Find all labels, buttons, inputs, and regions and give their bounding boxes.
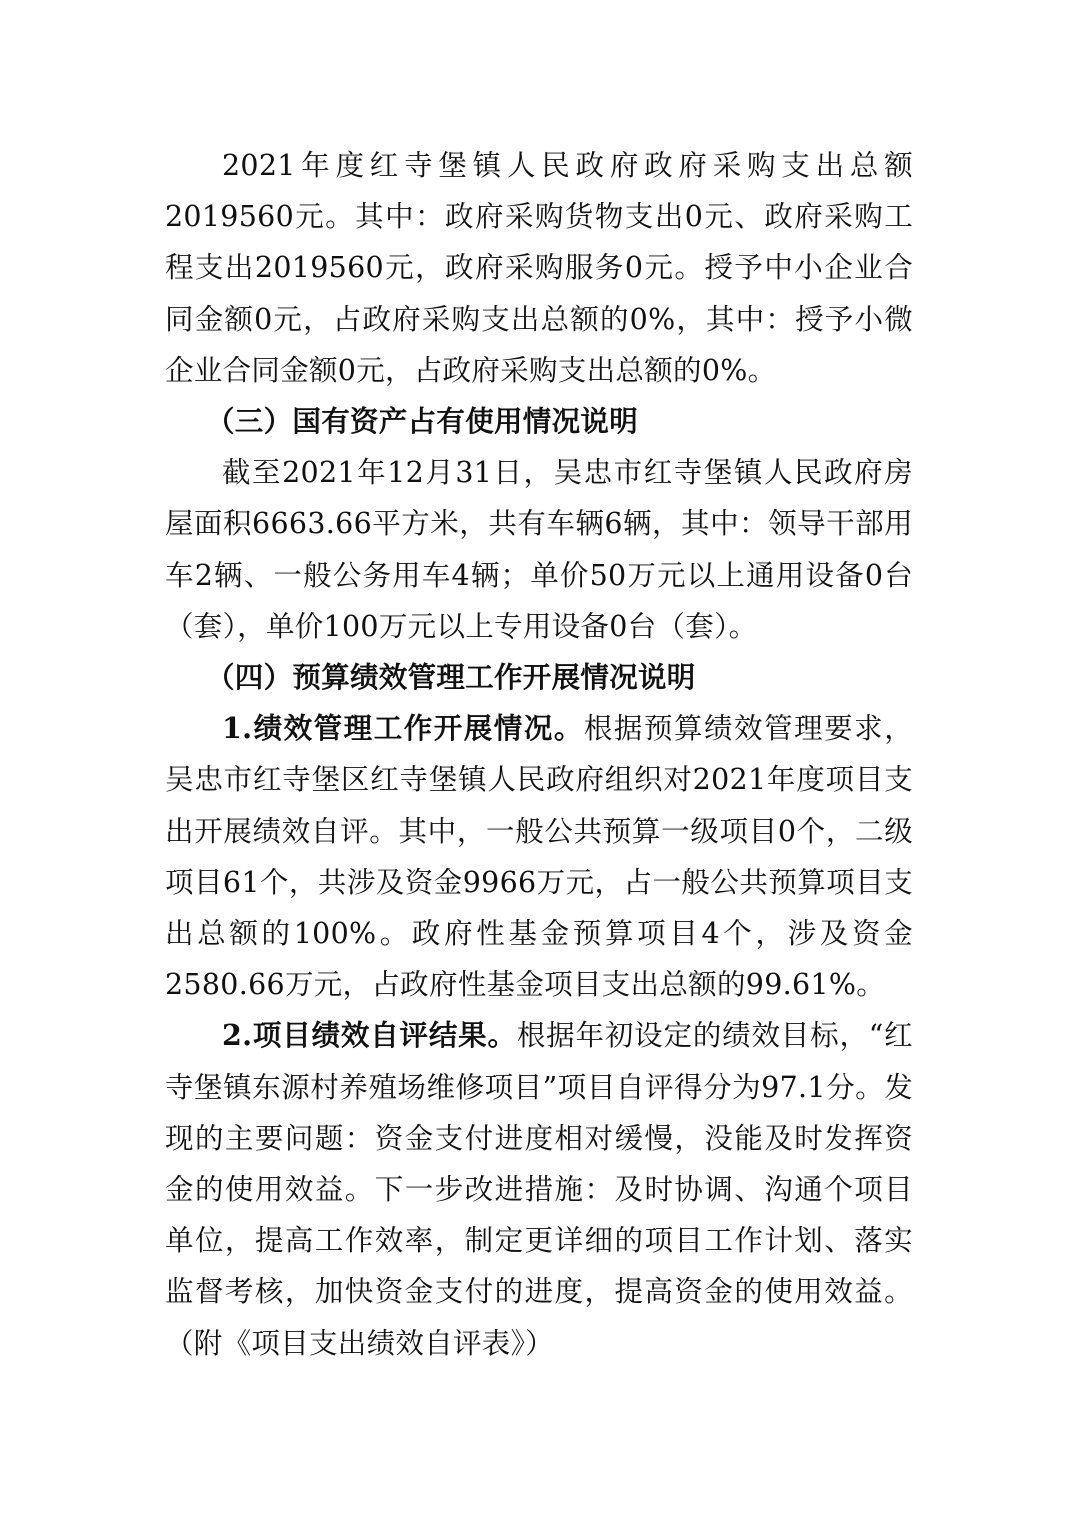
performance-item-2-lead: 2.项目绩效自评结果。 <box>222 1018 517 1053</box>
performance-heading: （四）预算绩效管理工作开展情况说明 <box>206 660 696 695</box>
performance-item-1 <box>165 703 913 1010</box>
performance-item-1-body: 根据预算绩效管理要求，吴忠市红寺堡区红寺堡镇人民政府组织对2021年度项目支出开展绩效自评。其中，一般公共预算一级项目0个，二级项目61个，共涉及资金9966万元，占一般公共预算项目支出总额的100%。政府性基金预算项目4个，涉及资金2580.66万元，占政府性基金项目支出总额的99.61%。 <box>165 712 913 1002</box>
assets-paragraph: 截至2021年12月31日，吴忠市红寺堡镇人民政府房屋面积6663.66平方米，共有车辆6辆，其中：领导干部用车2辆、一般公务用车4辆；单价50万元以上通用设备0台（套），单价100万元以上专用设备0台（套）。 <box>165 456 913 643</box>
performance-item-2 <box>165 1010 913 1368</box>
document-page <box>165 140 913 1369</box>
procurement-paragraph: 2021年度红寺堡镇人民政府政府采购支出总额2019560元。其中：政府采购货物支出0元、政府采购工程支出2019560元，政府采购服务0元。授予中小企业合同金额0元，占政府采购支出总额的0%，其中：授予小微企业合同金额0元，占政府采购支出总额的0%。 <box>165 149 913 387</box>
performance-item-1-lead: 1.绩效管理工作开展情况。 <box>222 711 584 746</box>
performance-item-2-body: 根据年初设定的绩效目标，“红寺堡镇东源村养殖场维修项目”项目自评得分为97.1分。发现的主要问题：资金支付进度相对缓慢，没能及时发挥资金的使用效益。下一步改进措施：及时协调、沟通个项目单位，提高工作效率，制定更详细的项目工作计划、落实监督考核，加快资金支付的进度，提高资金的使用效益。（附《项目支出绩效自评表》） <box>165 1019 913 1360</box>
assets-heading: （三）国有资产占有使用情况说明 <box>206 404 639 439</box>
